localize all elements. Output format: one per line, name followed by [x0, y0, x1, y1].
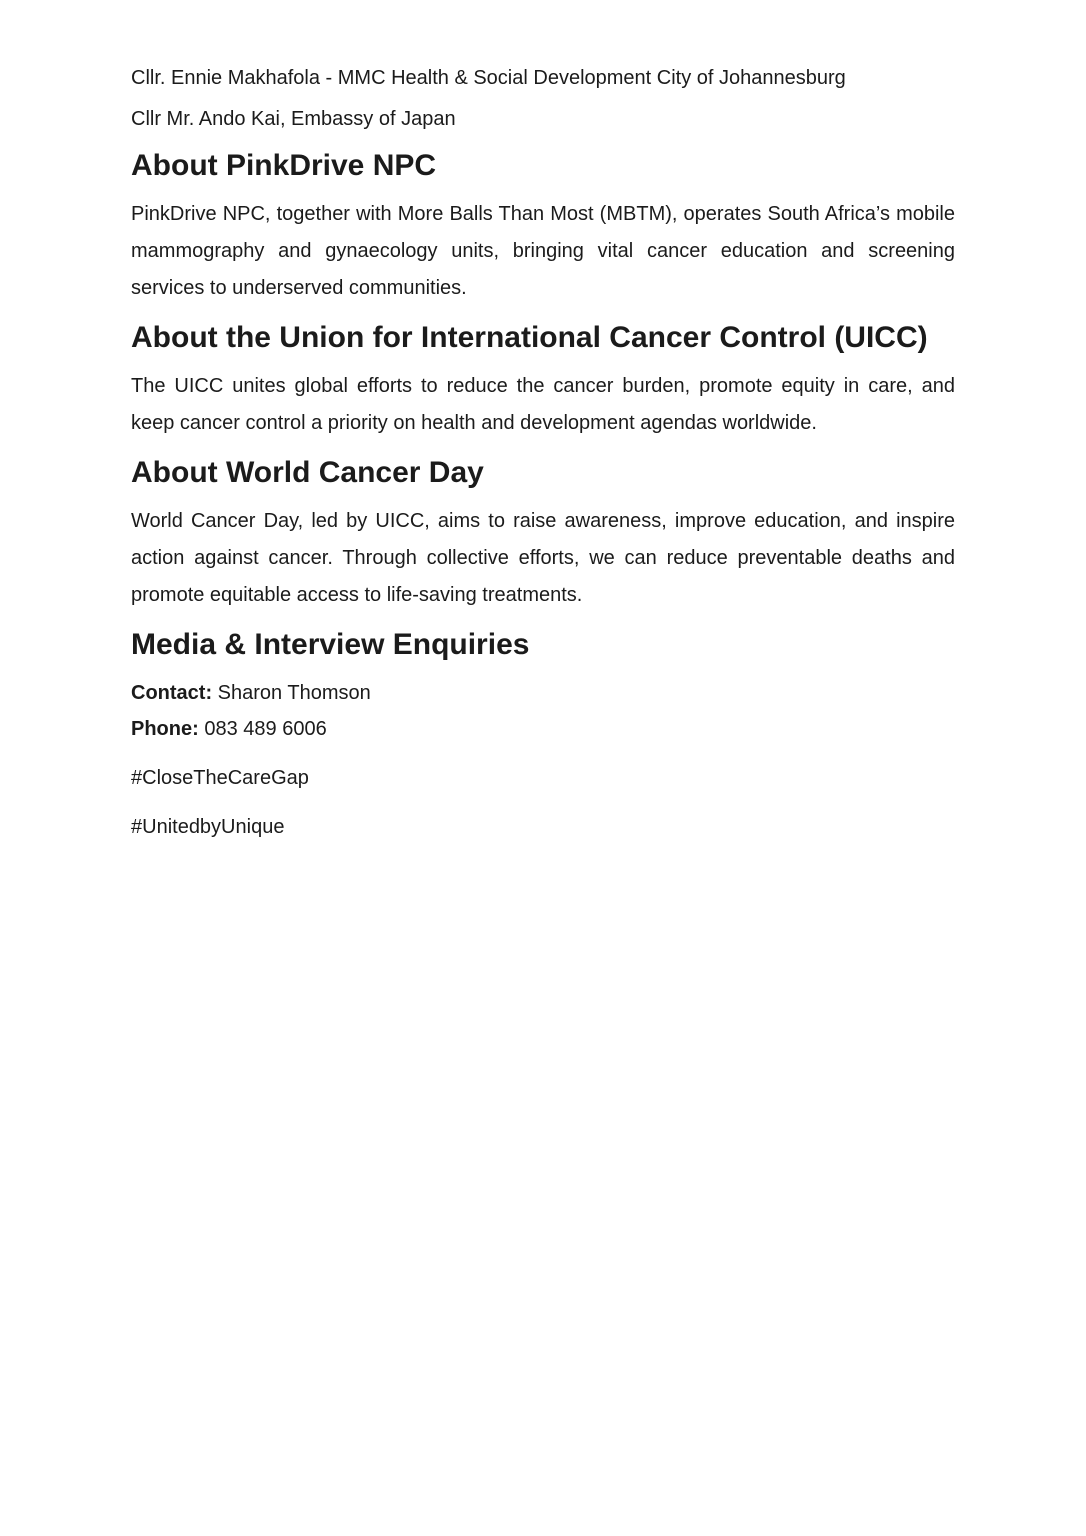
phone-line	[131, 711, 955, 747]
media-enquiries-heading: Media & Interview Enquiries	[131, 628, 530, 661]
section-body-world-cancer-day: World Cancer Day, led by UICC, aims to raise awareness, improve education, and inspire action against cancer. Through collective efforts, we can reduce preventable deaths and promote equitable access to life-saving treatments.	[131, 510, 955, 606]
section-heading-world-cancer-day: About World Cancer Day	[131, 456, 484, 489]
section-heading-uicc: About the Union for International Cancer Control (UICC)	[131, 321, 928, 354]
section-body-pinkdrive: PinkDrive NPC, together with More Balls Than Most (MBTM), operates South Africa’s mobile mammography and gynaecology units, bringing vital cancer education and screening services to underserved communities.	[131, 203, 955, 299]
contact-value: Sharon Thomson	[217, 682, 371, 704]
contact-line	[131, 675, 955, 711]
hashtag-united-by-unique: #UnitedbyUnique	[131, 816, 285, 838]
speaker-line: Cllr. Ennie Makhafola - MMC Health & Social Development City of Johannesburg	[131, 67, 846, 89]
phone-label: Phone:	[131, 718, 199, 740]
contact-label: Contact:	[131, 682, 213, 704]
speaker-list	[131, 60, 955, 138]
phone-value: 083 489 6006	[204, 718, 327, 740]
speaker-line: Cllr Mr. Ando Kai, Embassy of Japan	[131, 108, 456, 130]
section-body-uicc: The UICC unites global efforts to reduce the cancer burden, promote equity in care, and keep cancer control a priority on health and development agendas worldwide.	[131, 375, 955, 434]
section-heading-pinkdrive: About PinkDrive NPC	[131, 149, 437, 182]
hashtag-close-the-care-gap: #CloseTheCareGap	[131, 767, 309, 789]
